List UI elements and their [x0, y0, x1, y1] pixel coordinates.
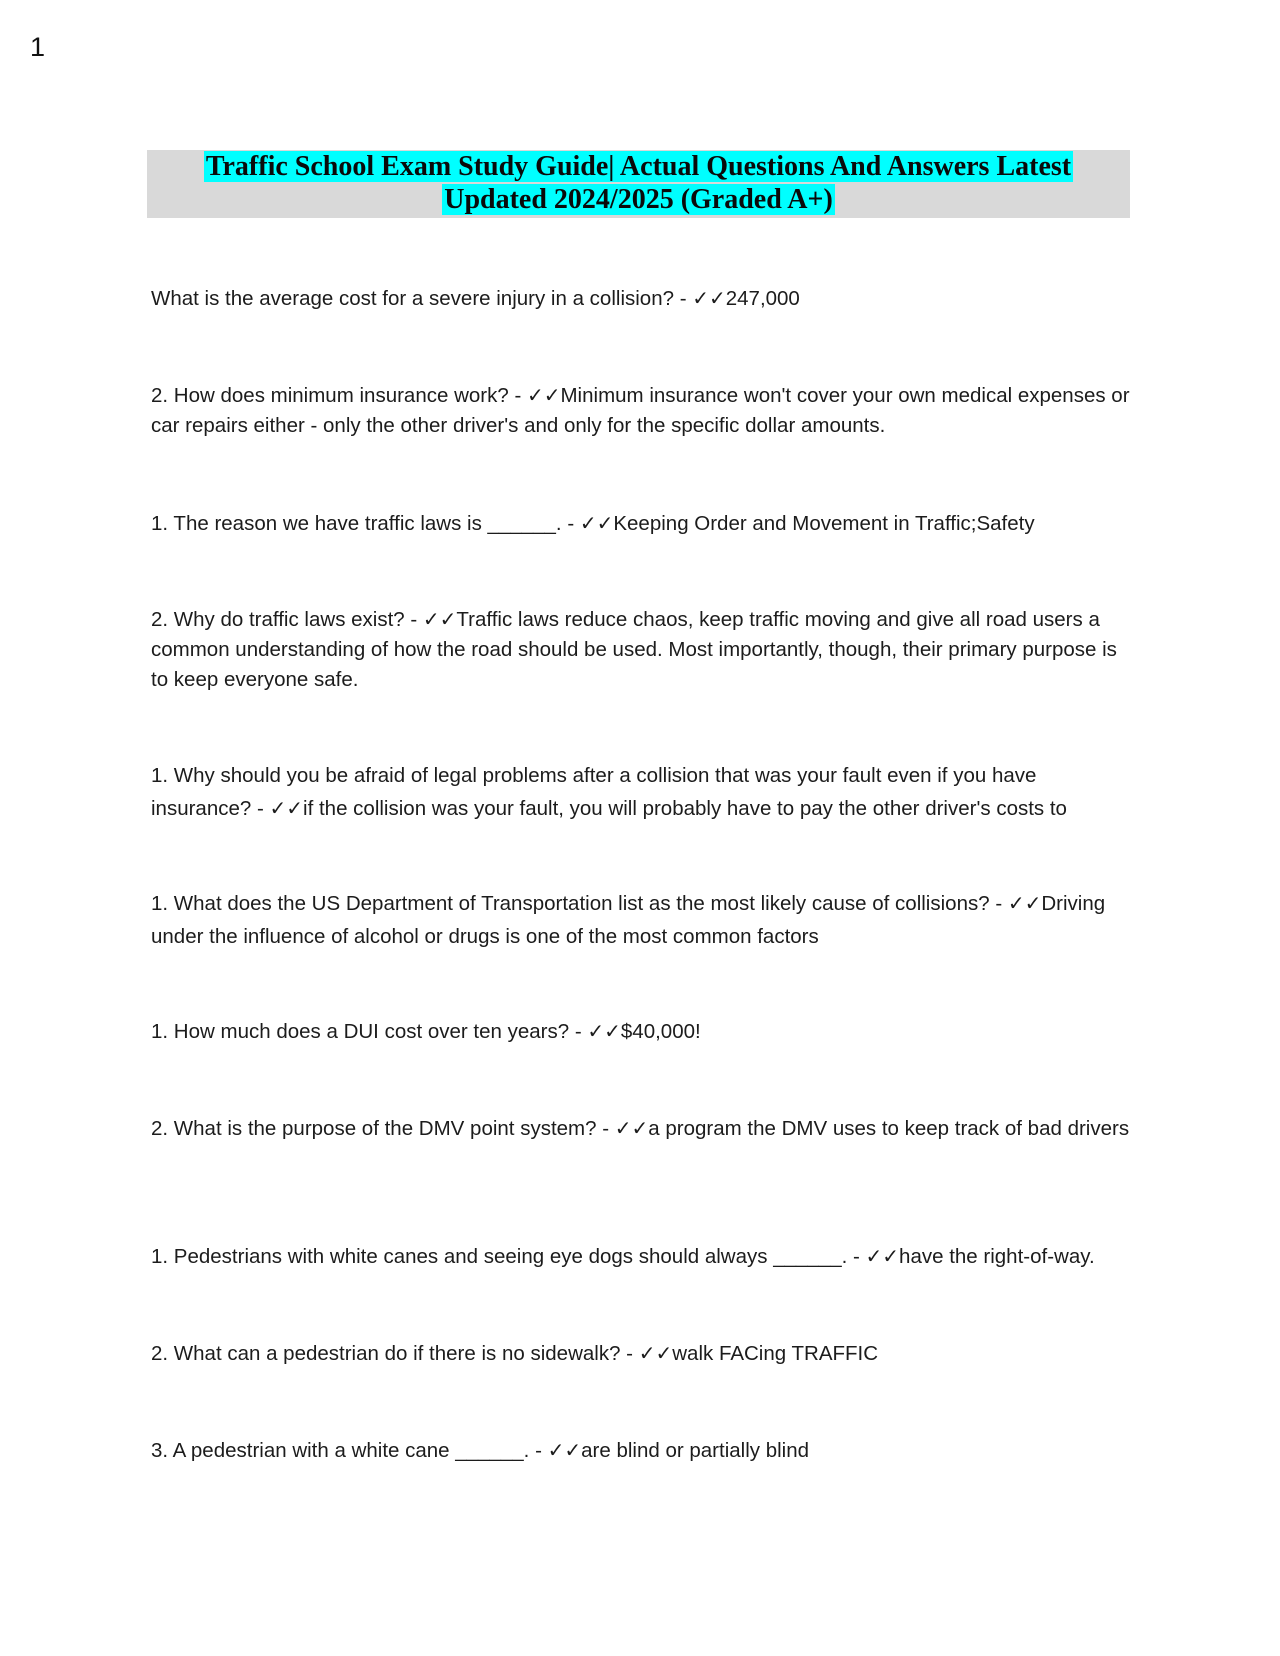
title-line-2 — [147, 183, 1130, 216]
answer-text: are blind or partially blind — [581, 1439, 810, 1462]
answer-text: walk FACing TRAFFIC — [672, 1342, 879, 1365]
qa-item-6 — [151, 887, 1136, 953]
question-text: 1. Why should you be afraid of legal problems after a collision that was your fault even if you have insurance? - — [151, 764, 1037, 820]
qa-item-11 — [151, 1435, 1136, 1466]
answer-text: a program the DMV uses to keep track of bad drivers — [648, 1117, 1130, 1140]
answer-text: 247,000 — [725, 287, 800, 310]
double-check-icon: ✓✓ — [547, 1438, 582, 1462]
qa-item-10 — [151, 1338, 1136, 1369]
qa-item-8 — [151, 1113, 1136, 1144]
answer-text: if the collision was your fault, you will probably have to pay the other driver's costs to — [303, 797, 1067, 820]
double-check-icon: ✓✓ — [422, 607, 457, 631]
answer-text: Traffic laws reduce chaos, keep traffic moving and give all road users a common understanding of how the road should be used. Most importantly, though, their primary purpose is to keep everyone safe. — [151, 608, 1117, 691]
title-line-1 — [147, 150, 1130, 183]
answer-text: Driving under the influence of alcohol or drugs is one of the most common factors — [151, 892, 1106, 948]
question-text: 1. How much does a DUI cost over ten years? - — [151, 1020, 588, 1043]
question-text: 1. Pedestrians with white canes and seeing eye dogs should always ______. - — [151, 1245, 866, 1268]
double-check-icon: ✓✓ — [587, 1019, 621, 1043]
double-check-icon: ✓✓ — [692, 286, 726, 310]
qa-item-1 — [151, 283, 1136, 314]
question-text: 2. What is the purpose of the DMV point system? - — [151, 1117, 615, 1140]
title-line-2-text: Updated 2024/2025 (Graded A+) — [444, 184, 833, 215]
question-text: 1. What does the US Department of Transportation list as the most likely cause of collisions? - — [151, 892, 1008, 915]
question-text: 2. What can a pedestrian do if there is no sidewalk? - — [151, 1342, 639, 1365]
double-check-icon: ✓✓ — [526, 383, 561, 407]
document-title — [147, 150, 1130, 218]
double-check-icon: ✓✓ — [1007, 891, 1042, 915]
double-check-icon: ✓✓ — [638, 1341, 673, 1365]
qa-item-9 — [151, 1241, 1136, 1272]
answer-text: have the right-of-way. — [899, 1245, 1095, 1268]
question-text: 2. How does minimum insurance work? - — [151, 384, 527, 407]
double-check-icon: ✓✓ — [579, 511, 614, 535]
qa-item-3 — [151, 508, 1136, 539]
double-check-icon: ✓✓ — [269, 796, 304, 820]
answer-text: $40,000! — [620, 1020, 701, 1043]
question-text: 2. Why do traffic laws exist? - — [151, 608, 423, 631]
qa-item-5 — [151, 759, 1136, 825]
page-number: 1 — [30, 32, 46, 62]
double-check-icon: ✓✓ — [614, 1116, 649, 1140]
double-check-icon: ✓✓ — [865, 1244, 900, 1268]
title-line-1-text: Traffic School Exam Study Guide| Actual Questions And Answers Latest — [205, 151, 1072, 182]
question-text: 1. The reason we have traffic laws is ______. - — [151, 512, 580, 535]
qa-item-4 — [151, 604, 1136, 695]
qa-item-2 — [151, 380, 1136, 441]
answer-text: Minimum insurance won't cover your own medical expenses or car repairs either - only the other driver's and only for the specific dollar amounts. — [151, 384, 1130, 437]
question-text: 3. A pedestrian with a white cane ______. - — [151, 1439, 548, 1462]
question-text: What is the average cost for a severe injury in a collision? - — [151, 287, 693, 310]
answer-text: Keeping Order and Movement in Traffic;Safety — [613, 512, 1035, 535]
qa-item-7 — [151, 1016, 1136, 1047]
